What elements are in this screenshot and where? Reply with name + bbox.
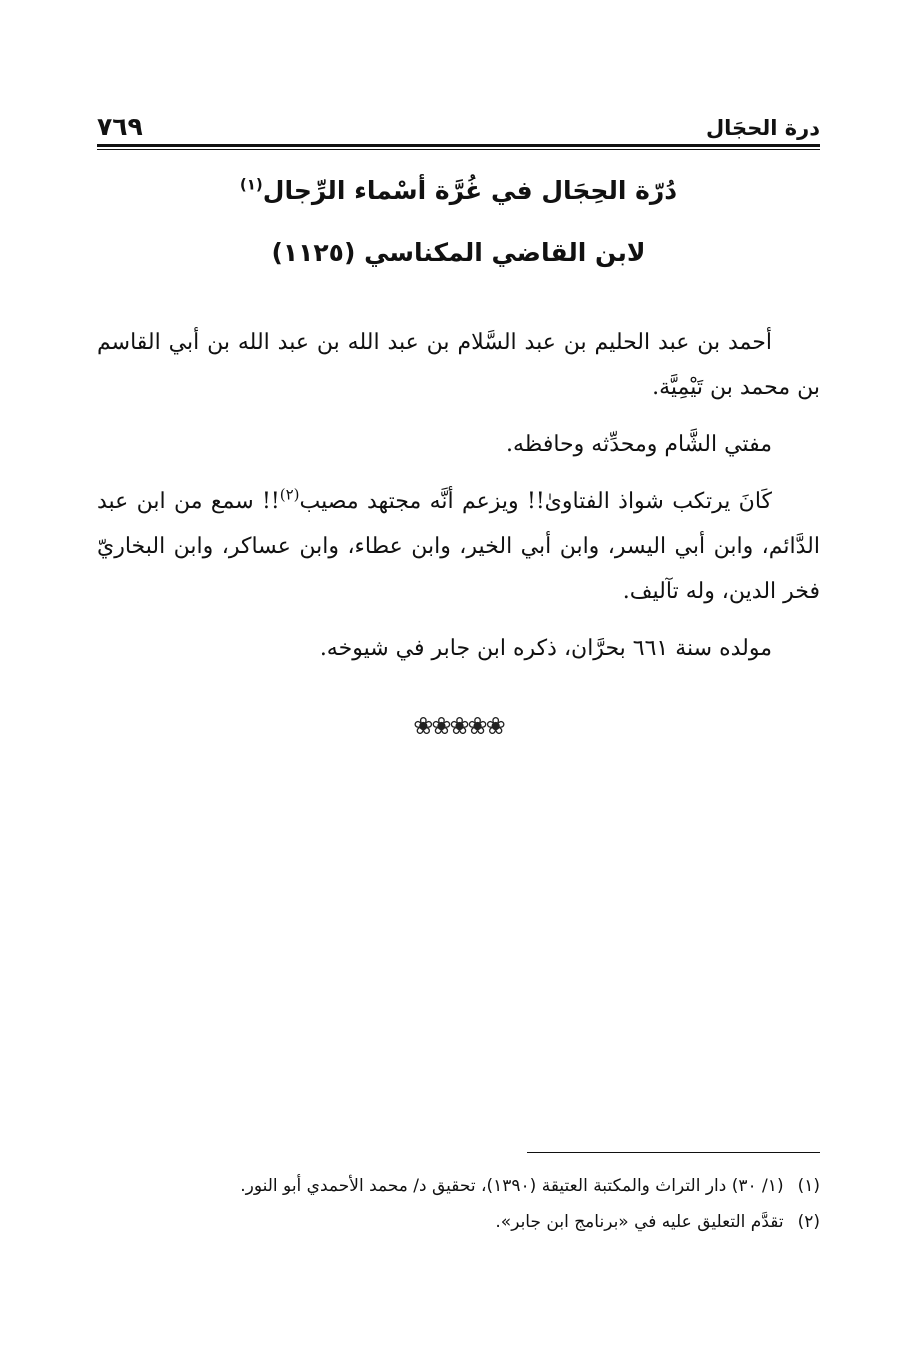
paragraph-description-end: !! سمع من ابن عبد الدَّائم، وابن أبي اليسر، وابن أبي الخير، وابن عطاء، وابن عساكر، وابن البخاريّ فخر الدين، وله تآليف. xyxy=(97,489,820,604)
paragraph-title: مفتي الشَّام ومحدِّثه وحافظه. xyxy=(506,432,772,457)
paragraph-description-start: كَانَ يرتكب شواذ الفتاوىٰ!! ويزعم أنَّه مجتهد مصيب xyxy=(299,489,773,514)
footnote-ref-2[interactable]: (٢) xyxy=(279,485,300,504)
header-rule-thin xyxy=(97,149,820,150)
footnote-number: (٢) xyxy=(797,1212,820,1232)
book-title xyxy=(97,176,820,205)
footnotes xyxy=(97,1168,820,1240)
header-rule-thick xyxy=(97,144,820,147)
footnote-text: تقدَّم التعليق عليه في «برنامج ابن جابر». xyxy=(495,1212,784,1232)
running-header xyxy=(97,112,820,144)
body-text xyxy=(97,320,820,683)
footnote-text: (١/ ٣٠) دار التراث والمكتبة العتيقة (١٣٩٠)، تحقيق د/ محمد الأحمدي أبو النور. xyxy=(240,1176,784,1196)
paragraph-description xyxy=(97,479,820,614)
footnote-separator xyxy=(527,1152,820,1153)
footnote-1 xyxy=(97,1168,820,1204)
book-title-text: دُرّة الحِجَال في غُرَّة أسْماء الرِّجال xyxy=(262,176,678,205)
book-author: لابن القاضي المكناسي (١١٢٥) xyxy=(271,238,646,267)
footnote-ref-1[interactable]: (١) xyxy=(239,175,263,194)
section-ornament: ❀❀❀❀❀ xyxy=(413,712,504,740)
footnote-2 xyxy=(97,1204,820,1240)
paragraph-birth: مولده سنة ٦٦١ بحرَّان، ذكره ابن جابر في شيوخه. xyxy=(319,636,772,661)
page-number: ٧٦٩ xyxy=(97,112,143,141)
running-title: درة الحجَال xyxy=(705,116,820,140)
paragraph-name: أحمد بن عبد الحليم بن عبد السَّلام بن عبد الله بن عبد الله بن أبي القاسم بن محمد بن تَيْمِيَّة. xyxy=(97,330,820,400)
footnote-number: (١) xyxy=(797,1176,820,1196)
